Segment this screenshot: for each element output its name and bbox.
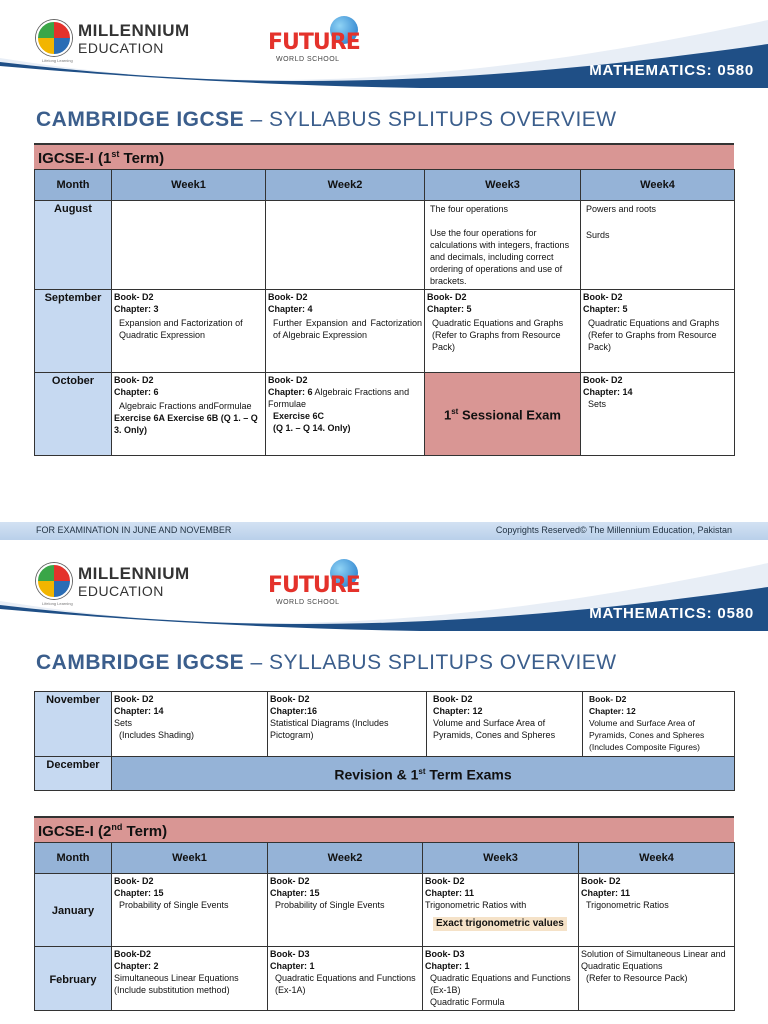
footer-left: FOR EXAMINATION IN JUNE AND NOVEMBER [36,525,232,535]
subject-label: MATHEMATICS: 0580 [589,605,754,622]
term2-heading: IGCSE-I (2nd Term) [34,816,734,842]
month-cell: November [35,692,112,757]
footer-right: Copyrights Reserved© The Millennium Education, Pakistan [495,525,732,535]
table-row: September Book- D2 Chapter: 3 Expansion and Factorization of Quadratic Expression Book- D2 Chapter: 4 Further Expansion and Factorization of Algebraic Expression Book- D2 Chapter: 5 Quadratic Equations and Graphs (Refer to Graphs from Resource Pack) Book- D2 Chapter: 5 Quadratic Equations and Graphs (Refer to Graphs from Resource Pack) [35,290,735,373]
header-row [35,170,735,201]
future-world-school-logo [266,16,366,64]
month-cell: December [35,757,112,791]
month-cell: August [35,201,112,290]
sessional-exam-cell: 1st Sessional Exam [425,373,581,456]
page-title: CAMBRIDGE IGCSE – SYLLABUS SPLITUPS OVERVIEW [36,108,617,131]
month-cell: October [35,373,112,456]
table-row [35,757,735,791]
brand-sub: EDUCATION [78,39,164,56]
table-row: January Book- D2 Chapter: 15 Probability of Single Events Book- D2 Chapter: 15 Probability of Single Events Book- D2 Chapter: 11 Trigonometric Ratios with Exact trigonometric values Book- D2 Chapter: 11 Trigonometric Ratios [35,874,735,947]
globe-icon [36,563,72,599]
school-word: FUTURE [268,30,360,55]
header-row: Month Week1 Week2 Week3 Week4 [35,843,735,874]
millennium-logo [36,20,190,56]
page-footer [0,522,768,540]
col-week1: Week1 [112,170,266,201]
term1-continued-table [34,691,735,791]
table-row: November Book- D2 Chapter: 14 Sets (Includes Shading) Book- D2 Chapter:16 Statistical Diagrams (Includes Pictogram) Book- D2 Chapter: 12 Volume and Surface Area of Pyramids, Cones and Spheres Book- D2 Chapter: 12 Volume and Surface Area of Pyramids, Cones and Spheres (Includes Composite Figures) [35,692,735,757]
month-cell: September [35,290,112,373]
month-cell: January [35,874,112,947]
millennium-logo: MILLENNIUM EDUCATION [36,563,190,599]
page-title: CAMBRIDGE IGCSE – SYLLABUS SPLITUPS OVERVIEW [36,651,617,674]
month-cell: February [35,947,112,1011]
term2-table [34,842,735,1011]
table-row: October Book- D2 Chapter: 6 Algebraic Fractions andFormulae Exercise 6A Exercise 6B (Q 1. – Q 3. Only) Book- D2 Chapter: 6 Algebraic Fractions and Formulae Exercise 6C (Q 1. – Q 14. Only) 1st Sessional Exam Book- D2 Chapter: 14 Sets [35,373,735,456]
revision-cell: Revision & 1st Term Exams [112,757,735,791]
col-week4: Week4 [581,170,735,201]
brand-tagline: Lifelong Learning [42,58,73,63]
table-row: February Book-D2 Chapter: 2 Simultaneous Linear Equations (Include substitution method) Book- D3 Chapter: 1 Quadratic Equations and Functions (Ex-1A) Book- D3 Chapter: 1 Quadratic Equations and Functions (Ex-1B) Quadratic Formula Solution of Simultaneous Linear and Quadratic Equations (Refer to Resource Pack) [35,947,735,1011]
page-2: MILLENNIUM EDUCATION Lifelong Learning FUTURE WORLD SCHOOL MATHEMATICS: 0580 CAMBRIDGE IGCSE – SYLLABUS SPLITUPS OVERVIEW November Book- D2 Chapter: 14 Sets (Includes Shading) Book- D2 Chapter:16 Statistical Diagrams (Includes Pictogram) Book- D2 Chapter: 12 Volume and Surface Area of Pyramids, Cones and Spheres Book- D2 Chapter: 12 Volume and Surface Area of Pyramids, Cones and Spheres (Includes Composite Figures) December Revision & 1st Term Exams IGCSE-I (2nd Term) Month Week1 Week2 Week3 Week4 January Book- D2 Chapter: 15 Probability of Single Events Book- D2 Chapter: 15 Probability of Single Events Book- D2 Chapter: 11 Trigonometric Ratios with Exact trigonometric values Book- D2 Chapter: 11 Trigonometric Ratios February Book-D2 Chapter: 2 Simultaneous Linear Equations (Include substitution method) Book- D3 Chapter: 1 Quadratic Equations and Functions (Ex-1A) Book- D3 Chapter: 1 Quadratic Equations and Functions (Ex-1B) Quadratic Formula Solution of Simultaneous Linear and Quadratic Equations (Refer to Resource Pack) [0,543,768,1024]
brand-name: MILLENNIUM [78,20,190,40]
table-row: August The four operations Use the four operations for calculations with integers, fractions and decimals, including correct ordering of operations and use of brackets. Powers and roots Surds [35,201,735,290]
highlight-note: Exact trigonometric values [433,917,567,931]
col-week3: Week3 [425,170,581,201]
term1-heading: IGCSE-I (1st Term) [34,143,734,169]
col-month: Month [35,170,112,201]
future-world-school-logo: FUTURE WORLD SCHOOL [266,559,366,607]
globe-icon [36,20,72,56]
school-sub: WORLD SCHOOL [276,56,340,63]
term1-table [34,169,735,456]
subject-label: MATHEMATICS: 0580 [589,62,754,79]
col-week2: Week2 [266,170,425,201]
